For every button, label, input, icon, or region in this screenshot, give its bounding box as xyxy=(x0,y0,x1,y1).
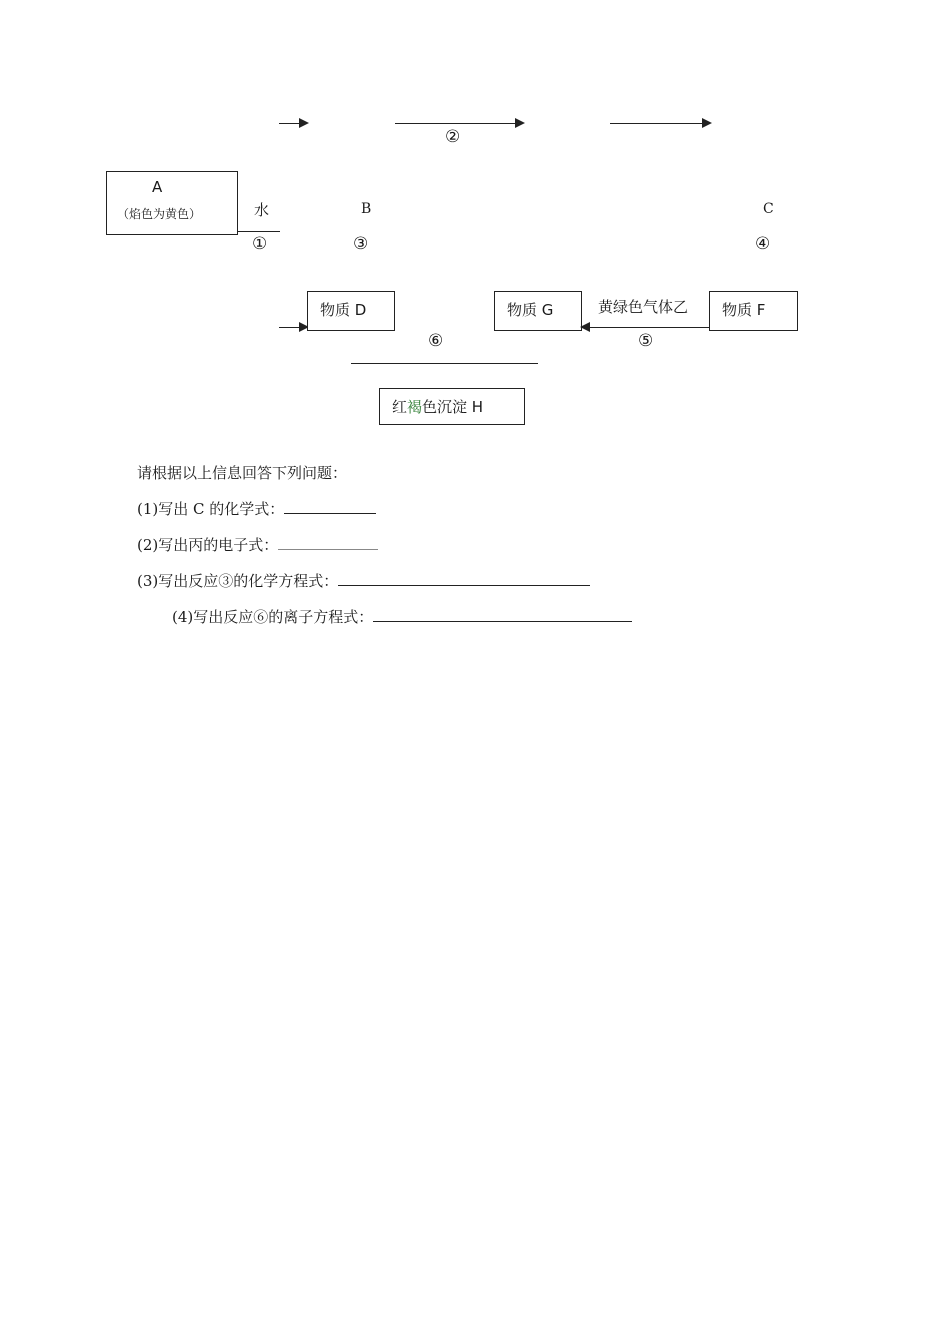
step-4-label: ④ xyxy=(755,234,771,254)
question-4 xyxy=(172,606,632,627)
box-d-label: 物质 D xyxy=(320,301,367,319)
arrow-f-to-g xyxy=(582,327,710,328)
step-5-label: ⑤ xyxy=(638,331,654,351)
water-line xyxy=(238,231,280,232)
answer-blank-3[interactable] xyxy=(338,571,590,586)
box-f xyxy=(709,291,798,331)
answer-blank-2[interactable] xyxy=(278,535,378,550)
question-2-text: (2)写出丙的电子式： xyxy=(137,536,279,554)
question-4-text: (4)写出反应⑥的离子方程式： xyxy=(172,608,374,626)
label-b: B xyxy=(361,201,372,217)
step-6-label: ⑥ xyxy=(428,331,444,351)
box-g-label: 物质 G xyxy=(507,301,554,319)
question-3 xyxy=(137,570,590,591)
step-1-label: ① xyxy=(252,234,268,254)
box-h-label xyxy=(392,396,483,417)
question-1 xyxy=(137,498,376,519)
arrow-top-2 xyxy=(395,123,523,124)
box-h-text-1: 红 xyxy=(392,398,408,416)
box-h xyxy=(379,388,525,425)
box-a xyxy=(106,171,238,235)
box-a-note: （焰色为黄色） xyxy=(117,207,202,221)
label-c: C xyxy=(763,201,774,217)
step-6-line xyxy=(351,363,538,364)
chlorine-gas-label: 黄绿色气体乙 xyxy=(598,298,689,316)
question-2 xyxy=(137,534,378,555)
step-2-label: ② xyxy=(445,127,461,147)
arrow-top-1 xyxy=(279,123,307,124)
box-f-label: 物质 F xyxy=(722,301,766,319)
box-g xyxy=(494,291,582,331)
questions-intro: 请根据以上信息回答下列问题： xyxy=(137,464,348,482)
box-a-title: A xyxy=(152,178,163,196)
question-3-text: (3)写出反应③的化学方程式： xyxy=(137,572,339,590)
water-label: 水 xyxy=(254,201,270,219)
answer-blank-1[interactable] xyxy=(284,499,376,514)
step-3-label: ③ xyxy=(353,234,369,254)
arrow-top-3 xyxy=(610,123,710,124)
box-h-text-2: 褐 xyxy=(407,398,423,416)
box-h-text-3: 色沉淀 H xyxy=(422,398,484,416)
question-1-text: (1)写出 C 的化学式： xyxy=(137,500,285,518)
box-d xyxy=(307,291,395,331)
answer-blank-4[interactable] xyxy=(373,607,632,622)
arrow-into-d xyxy=(279,327,307,328)
